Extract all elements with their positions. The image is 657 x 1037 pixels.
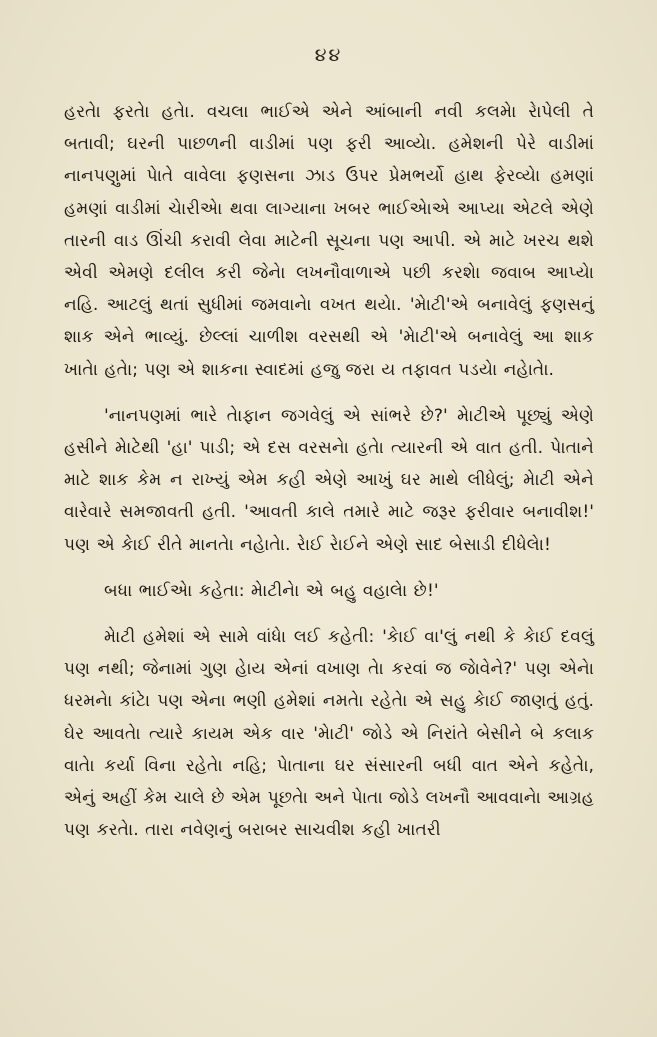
page-number: ૪૪ <box>314 44 343 66</box>
paragraph-4: મેાટી હમેશાં એ સામે વાંધેા લઈ કહેતી: 'કેાઈ વા'લું નથી કે કેાઈ દવલું પણ નથી; જેનામાં ગુણ હેાય એનાં વખાણ તેા કરવાં જ જેાવેને?' પણ એનેા ધરમનેા કાંટેા પણ એના ભણી હમેશાં નમતેા રહેતેા એ સહુ કેાઈ જાણતું હતું. ઘેર આવતેા ત્યારે કાયમ એક વાર 'મેાટી' જોડે એ નિરાંતે બેસીને બે કલાક વાતેા કર્યા વિના રહેતેા નહિ; પેાતાના ઘર સંસારની બધી વાત એને કહેતેા, એનું અહીં કેમ ચાલે છે એમ પૂછતેા અને પેાતા જોડે લખનૌ આવવાનેા આગ્રહ પણ કરતેા. તારા નવેણનું બરાબર સાચવીશ કહી ખાતરી <box>64 627 594 841</box>
body-text <box>64 96 594 846</box>
paragraph-1: હરતેા ફરતેા હતેા. વચલા ભાઈએ એને આંબાની નવી કલમેા રેાપેલી તે બતાવી; ઘરની પાછળની વાડીમાં પણ ફરી આવ્યેા. હમેશની પેરે વાડીમાં નાનપણુમાં પેાતે વાવેલા ફણસના ઝાડ ઉપર પ્રેમભર્યો હાથ ફેરવ્યેા હમણાં હમણાં વાડીમાં ચેારીએા થવા લાગ્યાના ખબર ભાઈએાએ આપ્યા એટલે એણે તારની વાડ ઊંચી કરાવી લેવા માટેની સૂચના પણ આપી. એ માટે ખરચ થશે એવી એમણે દલીલ કરી જેનેા લખનૌવાળાએ પછી કરશેા જવાબ આપ્યેા નહિ. આટલું થતાં સુધીમાં જમવાનેા વખત થયેા. 'મેાટી'એ બનાવેલું ફણસનું શાક એને ભાવ્યું. છેલ્લાં ચાળીશ વરસથી એ 'મેાટી'એ બનાવેલું આ શાક ખાતેા હતેા; પણ એ શાકના સ્વાદમાં હજુ જરા ય તફાવત પડયેા નહેાતેા. <box>64 102 594 380</box>
paragraph-3: બધા ભાઈએા કહેતા: મેાટીનેા એ બહુ વહાલેા છે!' <box>104 580 439 601</box>
paragraph-2: 'નાનપણમાં ભારે તેાફાન જગવેલું એ સાંભરે છે?' મેાટીએ પૂછ્યું એણે હસીને મેાટેથી 'હા' પાડી; એ દસ વરસનેા હતેા ત્યારની એ વાત હતી. પેાતાને માટે શાક કેમ ન રાખ્યું એમ કહી એણે આખું ઘર માથે લીધેલું; મેાટી એને વારેવારે સમજાવતી હતી. 'આવતી કાલે તમારે માટે જરૂર ફરીવાર બનાવીશ!' પણ એ કેાઈ રીતે માનતેા નહેાતેા. રેાઈ રેાઈને એણે સાદ બેસાડી દીધેલેા! <box>64 405 594 555</box>
